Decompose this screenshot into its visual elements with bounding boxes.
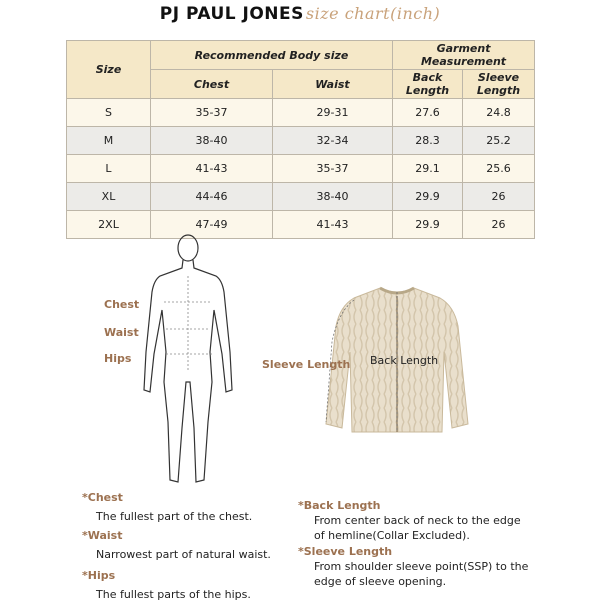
back-length-header: Back Length [393, 70, 463, 99]
chest-cell: 38-40 [151, 127, 273, 155]
body-outline-diagram [130, 232, 250, 488]
back-cell: 29.9 [393, 211, 463, 239]
sleeve-cell: 24.8 [463, 99, 535, 127]
hips-term: *Hips [82, 569, 116, 582]
chest-term: *Chest [82, 491, 123, 504]
size-cell: XL [67, 183, 151, 211]
sleeve-cell: 26 [463, 183, 535, 211]
back-cell: 27.6 [393, 99, 463, 127]
table-row [67, 127, 535, 155]
back-length-desc-2: of hemline(Collar Excluded). [314, 529, 470, 542]
waist-cell: 29-31 [273, 99, 393, 127]
back-length-desc-1: From center back of neck to the edge [314, 514, 521, 527]
chart-title [0, 4, 600, 28]
back-length-definition [298, 498, 521, 543]
sleeve-cell: 26 [463, 211, 535, 239]
sleeve-cell: 25.2 [463, 127, 535, 155]
size-cell: S [67, 99, 151, 127]
table-row [67, 99, 535, 127]
hips-diagram-label: Hips [104, 352, 132, 365]
back-cell: 28.3 [393, 127, 463, 155]
sleeve-length-diagram-label: Sleeve Length [262, 358, 351, 371]
hips-desc: The fullest parts of the hips. [96, 588, 251, 601]
chest-desc: The fullest part of the chest. [96, 510, 253, 523]
chest-header: Chest [151, 70, 273, 99]
waist-definition [82, 528, 271, 562]
waist-cell: 32-34 [273, 127, 393, 155]
chest-cell: 35-37 [151, 99, 273, 127]
table-row [67, 155, 535, 183]
hips-definition [82, 568, 251, 602]
sleeve-length-desc-2: edge of sleeve opening. [314, 575, 447, 588]
sleeve-length-term: *Sleeve Length [298, 545, 393, 558]
sleeve-length-desc-1: From shoulder sleeve point(SSP) to the [314, 560, 529, 573]
size-cell: L [67, 155, 151, 183]
size-cell: M [67, 127, 151, 155]
sleeve-cell: 25.6 [463, 155, 535, 183]
back-cell: 29.9 [393, 183, 463, 211]
chest-diagram-label: Chest [104, 298, 140, 311]
sleeve-length-header: Sleeve Length [463, 70, 535, 99]
size-table [66, 40, 535, 239]
table-row [67, 183, 535, 211]
chart-subtitle: size chart(inch) [305, 4, 441, 23]
size-cell: 2XL [67, 211, 151, 239]
waist-cell: 35-37 [273, 155, 393, 183]
size-header: Size [67, 41, 151, 99]
waist-term: *Waist [82, 529, 123, 542]
chest-cell: 47-49 [151, 211, 273, 239]
chest-definition [82, 490, 252, 524]
back-cell: 29.1 [393, 155, 463, 183]
body-size-group-header: Recommended Body size [151, 41, 393, 70]
back-length-term: *Back Length [298, 499, 381, 512]
waist-desc: Narrowest part of natural waist. [96, 548, 271, 561]
waist-header: Waist [273, 70, 393, 99]
chest-cell: 44-46 [151, 183, 273, 211]
waist-cell: 38-40 [273, 183, 393, 211]
sleeve-length-definition [298, 544, 528, 589]
back-length-diagram-label: Back Length [370, 354, 439, 367]
waist-diagram-label: Waist [104, 326, 139, 339]
waist-cell: 41-43 [273, 211, 393, 239]
chest-cell: 41-43 [151, 155, 273, 183]
brand-name: PJ PAUL JONES [159, 4, 304, 24]
garment-group-header: Garment Measurement [393, 41, 535, 70]
